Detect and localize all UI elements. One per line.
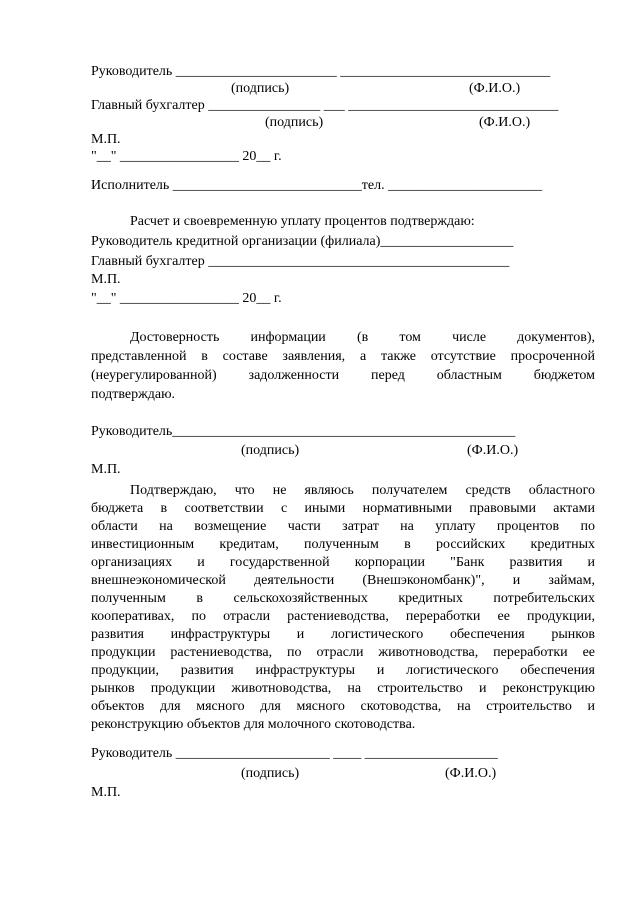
stamp-place-label: М.П.	[91, 272, 121, 287]
stamp-place-label: М.П.	[91, 462, 121, 477]
confirmation-paragraph-line: области на возмещение части затрат на уплату процентов по	[91, 519, 595, 534]
name-caption: (Ф.И.О.)	[467, 443, 519, 458]
confirmation-paragraph-line: продукции растениеводства, по отрасли животноводства, переработки ее	[91, 645, 595, 660]
reliability-paragraph-line: представленной в составе заявления, а также отсутствие просроченной	[91, 349, 595, 364]
confirmation-paragraph-line: бюджета в соответствии с иными нормативными правовыми актами	[91, 501, 595, 516]
date-line: "__" _________________ 20__ г.	[91, 291, 282, 306]
signature-caption: (подпись)	[241, 443, 300, 458]
name-caption: (Ф.И.О.)	[445, 766, 497, 781]
signature-caption: (подпись)	[241, 766, 300, 781]
confirmation-paragraph-line: полученным в сельскохозяйственных кредитных потребительских	[91, 591, 595, 606]
confirmation-paragraph-line: организациях и государственной корпорации "Банк развития и	[91, 555, 595, 570]
confirmation-paragraph-line: реконструкцию объектов для молочного скотоводства.	[91, 717, 416, 732]
head-signature-line: Руководитель _______________________ ______________________________	[91, 64, 551, 79]
date-line: "__" _________________ 20__ г.	[91, 149, 282, 164]
confirmation-paragraph-line: кооперативах, по отрасли растениеводства, переработки ее продукции,	[91, 609, 595, 624]
signature-caption: (подпись)	[265, 115, 324, 130]
stamp-place-label: М.П.	[91, 785, 121, 800]
executor-line: Исполнитель ___________________________тел. ______________________	[91, 178, 543, 193]
head-signature-line: Руководитель_________________________________________________	[91, 424, 516, 439]
credit-org-head-signature-line: Руководитель кредитной организации (филиала)___________________	[91, 234, 514, 249]
reliability-paragraph-line: Достоверность информации (в том числе документов),	[130, 330, 595, 345]
reliability-paragraph-line: (неурегулированной) задолженности перед областным бюджетом	[91, 368, 595, 383]
signature-caption: (подпись)	[231, 81, 290, 96]
confirmation-paragraph-line: развития инфраструктуры и логистического обеспечения рынков	[91, 627, 595, 642]
confirmation-paragraph-line: продукции, развития инфраструктуры и логистического обеспечения	[91, 663, 595, 678]
reliability-paragraph-line: подтверждаю.	[91, 387, 176, 402]
confirmation-paragraph-line: объектов для мясного для мясного скотоводства, на строительство и	[91, 699, 595, 714]
confirmation-paragraph-line: инвестиционным кредитам, полученным в российских кредитных	[91, 537, 595, 552]
name-caption: (Ф.И.О.)	[479, 115, 531, 130]
confirmation-paragraph-line: рынков продукции животноводства, на строительство и реконструкцию	[91, 681, 595, 696]
name-caption: (Ф.И.О.)	[469, 81, 521, 96]
chief-accountant-signature-line: Главный бухгалтер ________________ ___ ______________________________	[91, 98, 559, 113]
stamp-place-label: М.П.	[91, 132, 121, 147]
confirmation-paragraph-line: внешнеэкономической деятельности (Внешэкономбанк)", и займам,	[91, 573, 595, 588]
confirmation-paragraph-line: Подтверждаю, что не являюсь получателем средств областного	[130, 483, 595, 498]
interest-confirmation-intro: Расчет и своевременную уплату процентов подтверждаю:	[130, 214, 475, 229]
chief-accountant-signature-line: Главный бухгалтер ___________________________________________	[91, 254, 510, 269]
head-signature-line: Руководитель ______________________ ____ ___________________	[91, 746, 498, 761]
